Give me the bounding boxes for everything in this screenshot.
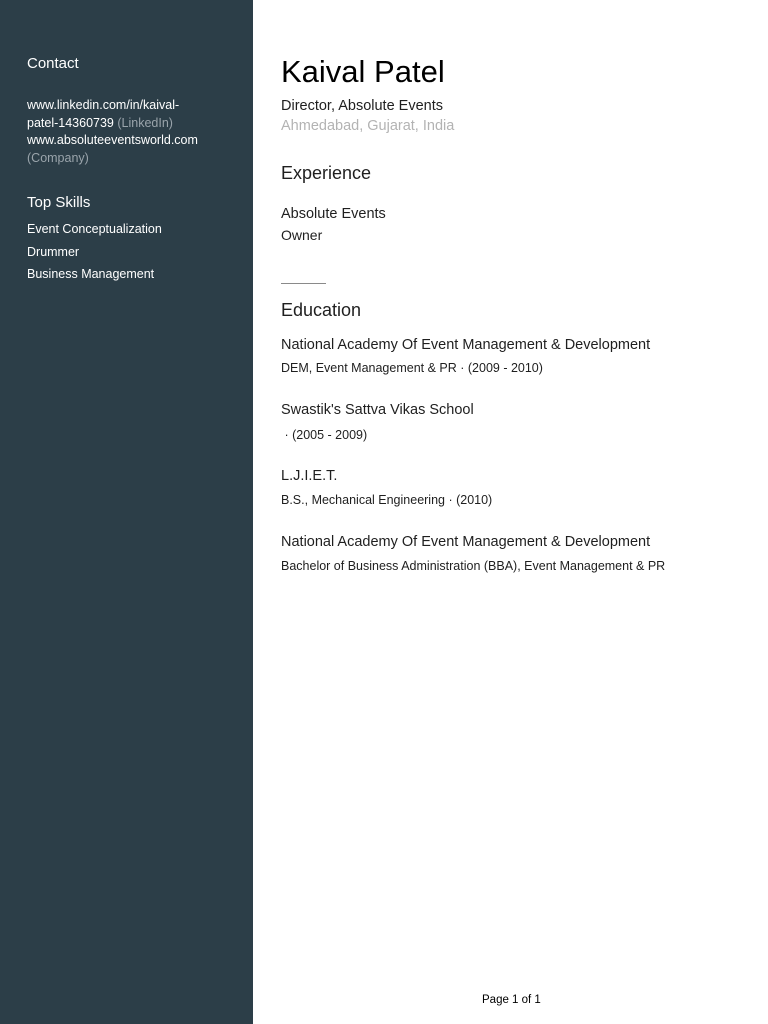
company-tag: (Company) xyxy=(27,150,89,165)
contact-block xyxy=(27,97,237,167)
skill-item: Drummer xyxy=(27,245,80,259)
education-school: Swastik's Sattva Vikas School xyxy=(281,402,474,418)
education-school: National Academy Of Event Management & Development xyxy=(281,534,651,550)
page-number: Page 1 of 1 xyxy=(482,994,541,1006)
company-link[interactable]: www.absoluteeventsworld.com xyxy=(27,133,198,147)
profile-location: Ahmedabad, Gujarat, India xyxy=(281,118,455,134)
education-detail: B.S., Mechanical Engineering · (2010) xyxy=(281,493,493,507)
linkedin-url-line1: www.linkedin.com/in/kaival- xyxy=(27,98,180,112)
skill-item: Event Conceptualization xyxy=(27,222,162,236)
profile-name: Kaival Patel xyxy=(281,54,445,89)
education-school: L.J.I.E.T. xyxy=(281,468,338,484)
education-school: National Academy Of Event Management & Development xyxy=(281,337,651,353)
linkedin-url-line2: patel-14360739 xyxy=(27,115,114,130)
education-detail: Bachelor of Business Administration (BBA), Event Management & PR xyxy=(281,559,666,573)
education-detail: DEM, Event Management & PR · (2009 - 2010) xyxy=(281,361,543,375)
sidebar xyxy=(0,0,253,1024)
main-content xyxy=(281,0,751,1024)
experience-heading: Experience xyxy=(281,163,372,183)
section-divider xyxy=(281,283,326,284)
contact-heading: Contact xyxy=(27,55,79,72)
skill-item: Business Management xyxy=(27,267,155,281)
skills-heading: Top Skills xyxy=(27,194,91,211)
education-heading: Education xyxy=(281,300,362,320)
experience-role: Owner xyxy=(281,227,323,243)
linkedin-tag: (LinkedIn) xyxy=(117,115,173,130)
experience-company: Absolute Events xyxy=(281,206,386,222)
profile-headline: Director, Absolute Events xyxy=(281,98,443,114)
education-detail: · (2005 - 2009) xyxy=(281,428,368,442)
